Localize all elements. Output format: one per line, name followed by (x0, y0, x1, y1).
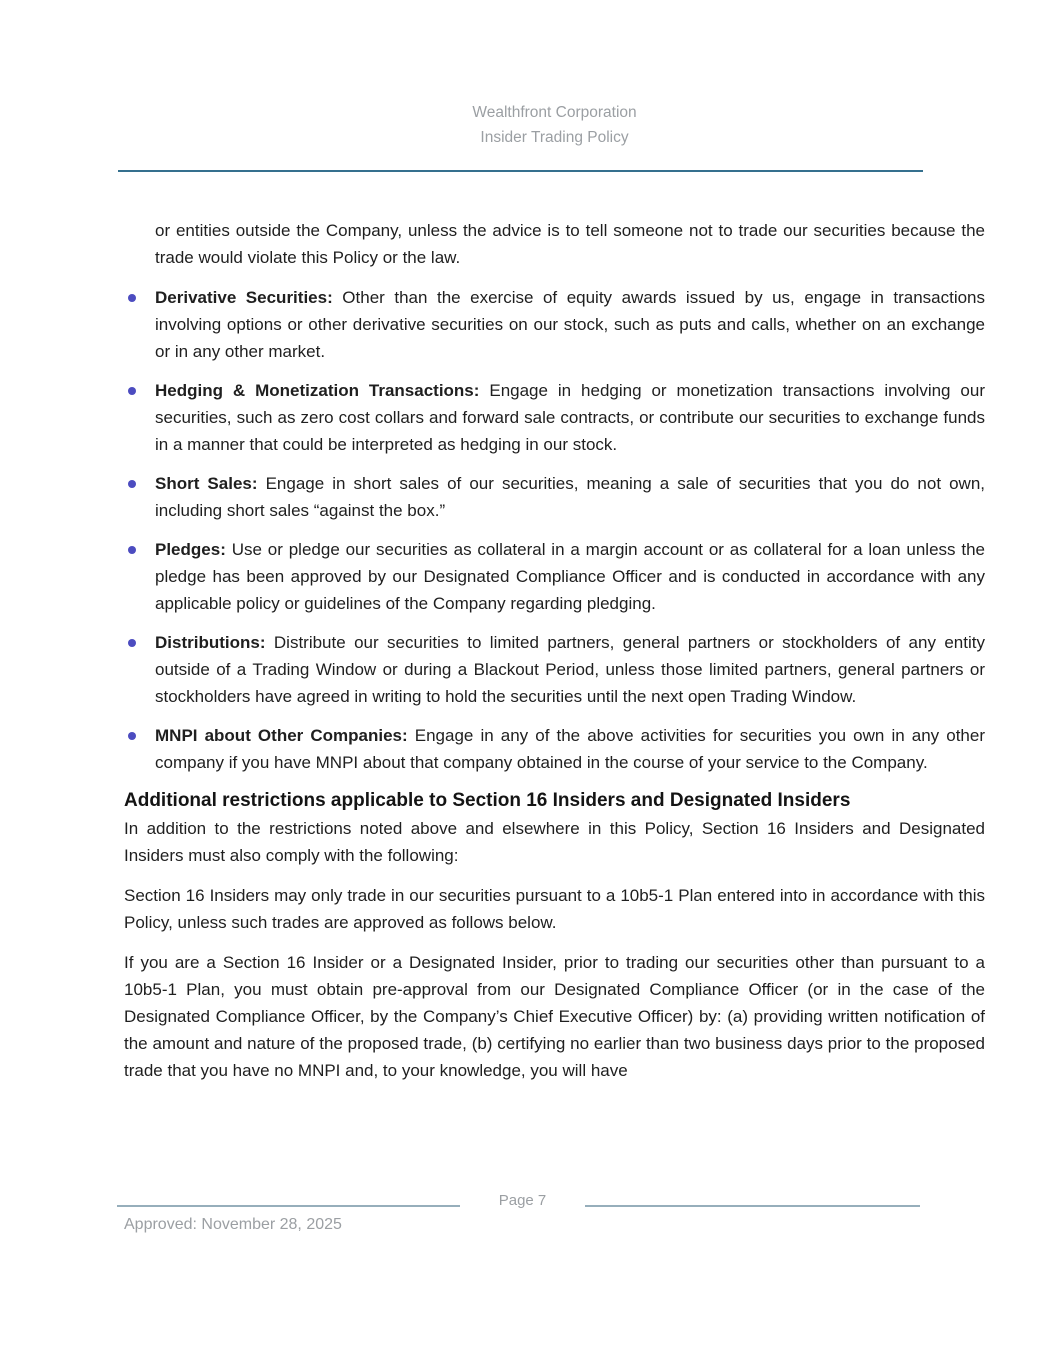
bullet-icon (128, 387, 136, 395)
bullet-label: Pledges: (155, 540, 226, 559)
body-paragraph: In addition to the restrictions noted above and elsewhere in this Policy, Section 16 Insiders and Designated Insiders must also comply with the following: (124, 819, 985, 865)
list-item-short-sales (124, 470, 985, 524)
footer-rule-right (585, 1205, 920, 1207)
body-paragraph: Section 16 Insiders may only trade in our securities pursuant to a 10b5-1 Plan entered into in accordance with this Policy, unless such trades are approved as follows below. (124, 886, 985, 932)
list-item-mnpi-other-companies (124, 722, 985, 776)
bullet-label: MNPI about Other Companies: (155, 726, 408, 745)
list-item-pledges (124, 536, 985, 617)
bullet-icon (128, 546, 136, 554)
bullet-label: Distributions: (155, 633, 266, 652)
document-body (0, 172, 1055, 1084)
bullet-label: Derivative Securities: (155, 288, 333, 307)
bullet-text: Engage in any of the above activities for securities you own in any other company if you have MNPI about that company obtained in the course of your service to the Company. (155, 726, 986, 772)
bullet-label: Short Sales: (155, 474, 258, 493)
bullet-text: Engage in hedging or monetization transactions involving our securities, such as zero cost collars and forward sale contracts, or contribute our securities to exchange funds in a manner that could be interpreted as hedging in our stock. (155, 381, 985, 454)
approval-date: Approved: November 28, 2025 (124, 1216, 342, 1233)
bullet-text: Engage in short sales of our securities, meaning a sale of securities that you do not own, including short sales “against the box.” (155, 474, 986, 520)
bullet-icon (128, 639, 136, 647)
bullet-text: Distribute our securities to limited partners, general partners or stockholders of any entity outside of a Trading Window or during a Blackout Period, unless those limited partners, general partners or stockholders have agreed in writing to hold the securities until the next open Trading Window. (155, 633, 985, 706)
document-header (0, 0, 1055, 172)
page-number: Page 7 (498, 1192, 547, 1209)
bullet-icon (128, 732, 136, 740)
footer-rule-left (117, 1205, 460, 1207)
bullet-icon (128, 294, 136, 302)
bullet-label: Hedging & Monetization Transactions: (155, 381, 480, 400)
section-heading: Additional restrictions applicable to Section 16 Insiders and Designated Insiders (124, 790, 851, 811)
document-footer (0, 1192, 1055, 1234)
bullet-text: Other than the exercise of equity awards issued by us, engage in transactions involving options or other derivative securities on our stock, such as puts and calls, whether on an exchange or in any other market. (155, 288, 986, 361)
list-item-distributions (124, 629, 985, 710)
bullet-icon (128, 480, 136, 488)
prohibited-transactions-list (124, 284, 985, 776)
footer-rule-row (117, 1192, 920, 1209)
continuation-paragraph: or entities outside the Company, unless the advice is to tell someone not to trade our securities because the trade would violate this Policy or the law. (155, 221, 985, 267)
header-document-title: Insider Trading Policy (480, 129, 629, 146)
list-item-hedging-monetization (124, 377, 985, 458)
bullet-text: Use or pledge our securities as collateral in a margin account or as collateral for a loan unless the pledge has been approved by our Designated Compliance Officer and is conducted in accordance with any applicable policy or guidelines of the Company regarding pledging. (155, 540, 985, 613)
list-item-derivative-securities (124, 284, 985, 365)
body-paragraph: If you are a Section 16 Insider or a Designated Insider, prior to trading our securities other than pursuant to a 10b5-1 Plan, you must obtain pre-approval from our Designated Compliance Officer (or in the case of the Designated Compliance Officer, by the Company’s Chief Executive Officer) by: (a) providing written notification of the amount and nature of the proposed trade, (b) certifying no earlier than two business days prior to the proposed trade that you have no MNPI and, to your knowledge, you will have (124, 953, 985, 1080)
header-company-name: Wealthfront Corporation (472, 104, 637, 121)
header-text-block (124, 100, 985, 150)
